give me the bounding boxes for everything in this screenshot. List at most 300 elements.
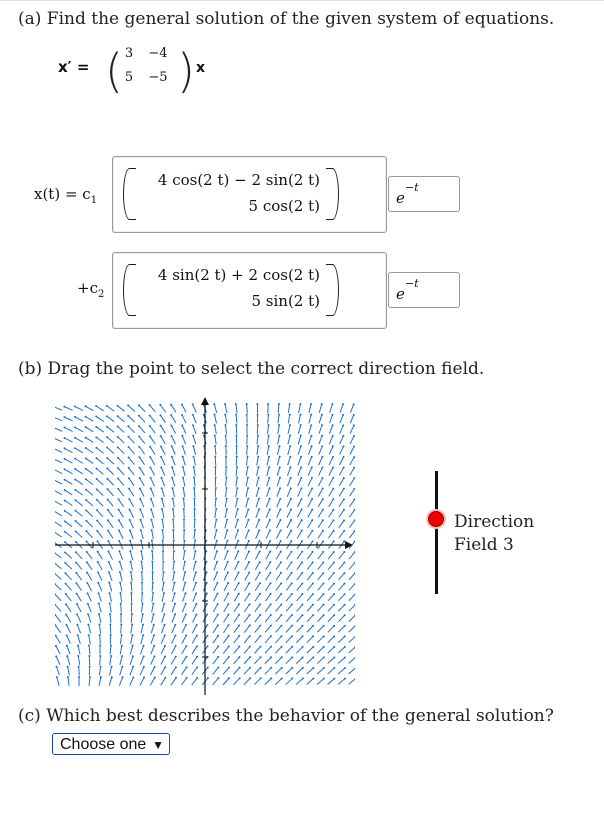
solution-lhs-text: x(t) = c — [34, 185, 91, 203]
field-arrow — [317, 636, 323, 642]
field-arrowhead — [323, 614, 325, 616]
field-arrow — [99, 593, 102, 602]
field-arrow — [120, 646, 122, 655]
field-arrowhead — [290, 540, 292, 542]
field-arrowhead — [344, 583, 346, 585]
field-arrowhead — [139, 477, 141, 479]
field-arrowhead — [78, 676, 80, 678]
field-arrowhead — [67, 666, 69, 668]
field-arrow — [297, 531, 302, 539]
field-arrow — [246, 488, 248, 497]
field-arrowhead — [181, 424, 183, 426]
field-arrow — [130, 667, 133, 675]
field-arrow — [307, 679, 314, 685]
vector-answer-1[interactable] — [112, 156, 387, 233]
field-arrowhead — [63, 416, 65, 418]
field-arrow — [118, 499, 123, 506]
field-arrowhead — [170, 425, 172, 427]
field-arrowhead — [248, 582, 250, 584]
field-arrow — [318, 499, 323, 507]
field-arrowhead — [193, 487, 195, 489]
field-arrow — [319, 425, 322, 434]
field-arrow — [317, 679, 324, 685]
field-arrow — [319, 467, 323, 475]
field-arrow — [277, 467, 280, 476]
field-arrow — [139, 426, 145, 433]
field-arrowhead — [173, 550, 175, 552]
field-arrowhead — [278, 424, 280, 426]
field-arrow — [318, 573, 324, 580]
field-arrow — [120, 583, 122, 592]
field-arrowhead — [194, 529, 196, 531]
field-arrowhead — [186, 677, 188, 679]
field-arrow — [339, 520, 344, 527]
field-arrow — [55, 417, 62, 420]
field-arrowhead — [217, 624, 219, 626]
field-arrow — [257, 436, 258, 445]
field-arrow — [287, 509, 291, 517]
field-arrow — [77, 625, 80, 633]
field-arrowhead — [290, 498, 292, 500]
field-arrowhead — [85, 437, 87, 439]
field-arrowhead — [181, 404, 183, 406]
field-arrow — [307, 584, 313, 591]
field-arrowhead — [343, 509, 345, 511]
field-arrowhead — [269, 561, 271, 563]
field-arrow — [172, 593, 174, 602]
field-arrow — [98, 583, 101, 591]
field-arrowhead — [183, 529, 185, 531]
field-arrowhead — [207, 666, 209, 668]
field-arrowhead — [119, 561, 121, 563]
field-arrow — [141, 520, 144, 529]
field-arrowhead — [333, 614, 335, 616]
field-arrowhead — [280, 614, 282, 616]
field-arrow — [150, 436, 155, 443]
field-arrowhead — [343, 562, 345, 564]
field-arrowhead — [238, 624, 240, 626]
field-arrowhead — [122, 676, 124, 678]
field-arrowhead — [117, 488, 119, 490]
field-arrow — [255, 583, 260, 591]
field-arrow — [349, 626, 355, 632]
field-arrow — [307, 626, 313, 633]
field-arrow — [255, 636, 261, 643]
field-arrowhead — [289, 456, 291, 458]
field-arrow — [55, 407, 62, 410]
field-arrow — [55, 563, 61, 569]
field-arrow — [162, 509, 164, 518]
field-arrowhead — [75, 582, 77, 584]
field-arrowhead — [206, 571, 208, 573]
field-arrow — [265, 626, 271, 633]
field-arrow — [339, 563, 345, 570]
field-arrow — [131, 572, 132, 581]
field-arrowhead — [96, 478, 98, 480]
field-arrowhead — [311, 477, 313, 479]
field-arrow — [161, 436, 166, 444]
field-arrowhead — [121, 666, 123, 668]
field-arrowhead — [238, 572, 240, 574]
field-arrowhead — [258, 498, 260, 500]
field-arrow — [265, 583, 270, 590]
field-arrowhead — [228, 667, 230, 669]
field-arrow — [183, 593, 186, 602]
field-arrowhead — [120, 624, 122, 626]
field-arrowhead — [258, 508, 260, 510]
field-arrowhead — [75, 530, 77, 532]
x-axis-arrowhead — [345, 541, 353, 549]
field-arrowhead — [217, 603, 219, 605]
exponent-answer-1[interactable] — [388, 176, 460, 212]
field-arrow — [223, 636, 228, 643]
field-arrow — [287, 499, 291, 507]
field-arrow — [319, 404, 321, 413]
field-arrow — [66, 604, 71, 611]
field-arrow — [213, 593, 217, 601]
field-arrowhead — [278, 414, 280, 416]
field-arrowhead — [196, 635, 198, 637]
field-arrowhead — [89, 676, 91, 678]
field-arrowhead — [65, 614, 67, 616]
field-arrowhead — [74, 426, 76, 428]
field-arrowhead — [154, 666, 156, 668]
field-arrow — [267, 457, 269, 466]
x-vector-label: x — [196, 60, 206, 76]
field-arrow — [141, 530, 143, 539]
field-arrowhead — [311, 466, 313, 468]
field-arrow — [109, 572, 112, 580]
field-arrow — [183, 562, 185, 571]
field-arrow — [330, 404, 333, 413]
field-arrowhead — [172, 498, 174, 500]
field-arrowhead — [85, 509, 87, 511]
field-arrow — [97, 469, 104, 475]
field-arrowhead — [106, 478, 108, 480]
field-arrowhead — [163, 582, 165, 584]
field-arrow — [308, 488, 312, 496]
field-arrowhead — [342, 414, 344, 416]
field-arrow — [234, 573, 238, 581]
field-arrowhead — [64, 458, 66, 460]
field-arrow — [254, 657, 260, 664]
field-arrowhead — [343, 456, 345, 458]
field-arrow — [140, 488, 144, 496]
field-arrow — [245, 530, 248, 538]
field-arrowhead — [130, 561, 132, 563]
field-arrowhead — [301, 604, 303, 606]
field-arrowhead — [332, 498, 334, 500]
field-arrowhead — [97, 561, 99, 563]
field-arrow — [298, 478, 302, 486]
field-arrowhead — [132, 655, 134, 657]
field-arrowhead — [117, 467, 119, 469]
field-arrowhead — [312, 635, 314, 637]
field-arrow — [296, 657, 302, 663]
field-arrow — [349, 499, 354, 506]
field-arrow — [244, 657, 250, 664]
field-arrow — [172, 604, 175, 613]
field-arrowhead — [312, 604, 314, 606]
field-arrow — [215, 425, 217, 434]
field-arrowhead — [110, 645, 112, 647]
field-arrowhead — [301, 593, 303, 595]
field-arrow — [65, 501, 73, 506]
field-arrow — [328, 552, 334, 559]
x-prime-label: x′ = — [58, 58, 90, 76]
field-arrowhead — [217, 667, 219, 669]
field-arrowhead — [214, 456, 216, 458]
field-arrowhead — [312, 561, 314, 563]
field-arrowhead — [86, 582, 88, 584]
field-arrowhead — [162, 540, 164, 542]
field-arrow — [139, 447, 144, 454]
field-arrowhead — [138, 435, 140, 437]
field-arrow — [286, 657, 292, 663]
field-arrow — [142, 593, 143, 602]
field-arrowhead — [236, 498, 238, 500]
field-arrowhead — [182, 466, 184, 468]
field-arrow — [318, 510, 323, 518]
field-arrow — [96, 427, 103, 432]
field-arrowhead — [259, 624, 261, 626]
field-arrowhead — [291, 604, 293, 606]
field-arrow — [66, 625, 70, 633]
field-arrowhead — [290, 487, 292, 489]
field-arrowhead — [85, 468, 87, 470]
field-arrow — [297, 552, 302, 559]
field-arrowhead — [311, 498, 313, 500]
field-arrow — [57, 677, 59, 686]
field-arrow — [244, 678, 250, 684]
field-arrowhead — [291, 625, 293, 627]
field-arrow — [328, 668, 335, 674]
field-arrowhead — [291, 614, 293, 616]
field-arrowhead — [64, 541, 66, 543]
field-arrow — [75, 500, 82, 505]
field-arrowhead — [172, 529, 174, 531]
field-arrowhead — [74, 489, 76, 491]
part-c-prompt: (c) Which best describes the behavior of the general solution? — [18, 706, 554, 726]
field-arrowhead — [246, 403, 248, 405]
field-arrowhead — [196, 645, 198, 647]
field-arrowhead — [163, 592, 165, 594]
field-arrowhead — [246, 414, 248, 416]
vector2-right-paren — [326, 264, 339, 316]
field-arrowhead — [171, 445, 173, 447]
field-arrow — [245, 594, 250, 602]
field-arrowhead — [300, 456, 302, 458]
field-arrowhead — [130, 592, 132, 594]
field-arrowhead — [311, 445, 313, 447]
field-arrow — [298, 467, 301, 475]
field-arrow — [215, 520, 217, 529]
field-arrowhead — [63, 427, 65, 429]
field-arrow — [329, 436, 332, 444]
field-arrow — [129, 457, 135, 464]
field-arrow — [215, 499, 216, 508]
field-arrow — [288, 457, 291, 466]
field-arrow — [350, 436, 354, 444]
field-arrowhead — [257, 445, 259, 447]
field-arrow — [110, 656, 111, 665]
field-arrowhead — [279, 445, 281, 447]
field-arrowhead — [184, 582, 186, 584]
field-arrow — [256, 530, 260, 538]
field-arrow — [86, 531, 92, 538]
field-arrowhead — [333, 646, 335, 648]
field-arrowhead — [301, 561, 303, 563]
field-arrowhead — [290, 530, 292, 532]
field-arrow — [76, 583, 81, 590]
field-arrow — [246, 467, 247, 476]
field-arrow — [182, 657, 187, 665]
field-arrowhead — [312, 678, 314, 680]
field-arrowhead — [195, 613, 197, 615]
field-arrowhead — [192, 435, 194, 437]
field-arrowhead — [258, 477, 260, 479]
field-arrowhead — [132, 666, 134, 668]
field-arrow — [299, 415, 301, 424]
field-arrowhead — [342, 435, 344, 437]
field-arrowhead — [120, 603, 122, 605]
field-arrowhead — [95, 416, 97, 418]
field-arrow — [215, 509, 216, 518]
field-arrow — [183, 457, 186, 466]
vector-answer-2[interactable] — [112, 252, 387, 329]
field-arrow — [64, 407, 72, 411]
field-arrowhead — [323, 667, 325, 669]
field-arrow — [107, 427, 114, 433]
field-arrow — [55, 574, 61, 580]
field-arrow — [236, 415, 237, 424]
field-arrow — [307, 605, 313, 612]
field-arrow — [266, 520, 270, 528]
field-arrowhead — [247, 498, 249, 500]
field-arrowhead — [64, 562, 66, 564]
c2-prefix-text: +c — [77, 279, 98, 297]
field-arrowhead — [247, 477, 249, 479]
field-arrowhead — [160, 435, 162, 437]
field-arrowhead — [344, 646, 346, 648]
field-arrow — [89, 635, 91, 644]
field-arrow — [350, 415, 354, 423]
field-arrow — [141, 551, 143, 560]
field-arrow — [338, 668, 345, 674]
field-arrow — [110, 604, 111, 613]
field-arrowhead — [159, 404, 161, 406]
field-arrowhead — [207, 677, 209, 679]
field-arrowhead — [270, 603, 272, 605]
field-arrow — [286, 615, 292, 622]
field-arrow — [120, 656, 122, 665]
field-arrow — [184, 499, 185, 508]
field-arrow — [76, 531, 83, 537]
field-arrowhead — [66, 645, 68, 647]
field-arrowhead — [138, 415, 140, 417]
field-arrow — [161, 646, 165, 654]
field-arrow — [309, 415, 311, 424]
field-arrow — [193, 593, 196, 601]
field-arrowhead — [88, 634, 90, 636]
field-arrow — [319, 436, 322, 444]
field-arrow — [108, 520, 113, 527]
direction-field-slider-knob[interactable] — [428, 511, 444, 527]
field-arrowhead — [259, 614, 261, 616]
behavior-select[interactable] — [52, 733, 170, 755]
field-arrow — [265, 594, 270, 601]
field-arrow — [120, 667, 123, 676]
field-arrow — [286, 583, 291, 590]
field-arrow — [275, 647, 281, 654]
field-arrow — [349, 552, 355, 559]
field-arrowhead — [88, 655, 90, 657]
field-arrowhead — [192, 403, 194, 405]
field-arrowhead — [150, 519, 152, 521]
field-arrowhead — [87, 613, 89, 615]
field-arrowhead — [301, 572, 303, 574]
field-arrow — [119, 520, 123, 528]
field-arrowhead — [203, 414, 205, 416]
field-arrowhead — [96, 530, 98, 532]
field-arrowhead — [259, 603, 261, 605]
field-arrow — [139, 436, 145, 443]
field-arrow — [339, 499, 344, 507]
field-arrow — [329, 499, 334, 507]
field-arrow — [183, 446, 186, 455]
field-arrow — [349, 605, 355, 611]
field-arrowhead — [110, 655, 112, 657]
field-arrow — [225, 509, 227, 518]
field-arrow — [339, 510, 344, 517]
matrix-left-paren: ( — [105, 44, 123, 98]
field-arrowhead — [142, 603, 144, 605]
field-arrow — [298, 488, 302, 496]
field-arrowhead — [300, 424, 302, 426]
field-arrowhead — [343, 477, 345, 479]
field-arrow — [163, 572, 164, 581]
direction-field-slider-track[interactable] — [435, 471, 438, 594]
field-arrowhead — [333, 593, 335, 595]
field-arrowhead — [128, 477, 130, 479]
top-divider — [0, 0, 604, 1]
field-arrow — [131, 562, 133, 571]
field-arrow — [213, 668, 219, 675]
field-arrowhead — [175, 677, 177, 679]
field-arrowhead — [321, 403, 323, 405]
field-arrow — [131, 625, 132, 634]
field-arrowhead — [248, 561, 250, 563]
field-arrow — [309, 436, 312, 445]
field-arrow — [193, 614, 197, 622]
exponent-answer-2[interactable] — [388, 272, 460, 308]
field-arrow — [215, 436, 216, 445]
field-arrowhead — [332, 488, 334, 490]
field-arrowhead — [108, 561, 110, 563]
field-arrowhead — [225, 435, 227, 437]
field-arrow — [214, 551, 217, 560]
field-arrow — [192, 667, 197, 674]
field-arrow — [56, 636, 61, 644]
field-arrow — [172, 625, 176, 633]
field-arrowhead — [289, 435, 291, 437]
field-arrowhead — [195, 571, 197, 573]
field-arrowhead — [111, 666, 113, 668]
field-arrow — [89, 677, 90, 686]
field-arrow — [65, 511, 72, 516]
field-arrowhead — [55, 655, 57, 657]
field-arrow — [161, 447, 165, 455]
